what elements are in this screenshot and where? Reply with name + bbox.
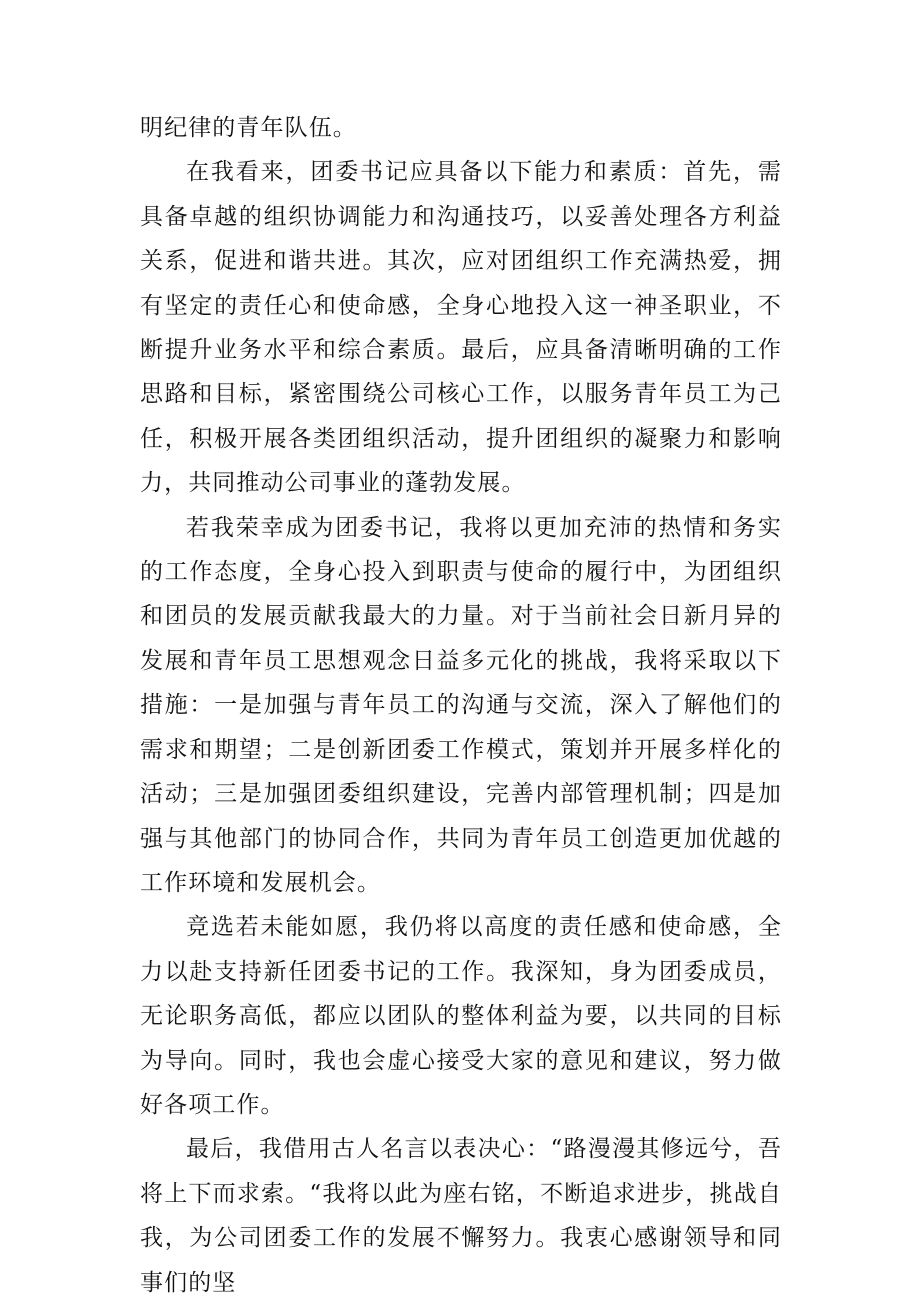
paragraph-continuation: 明纪律的青年队伍。 [140, 115, 357, 141]
document-body [140, 106, 782, 1305]
paragraph-if-not-elected: 竞选若未能如愿，我仍将以高度的责任感和使命感，全力以赴支持新任团委书记的工作。我深知，身为团委成员，无论职务高低，都应以团队的整体利益为要，以共同的目标为导向。同时，我也会虚心接受大家的意见和建议，努力做好各项工作。 [140, 914, 782, 1118]
paragraph-closing: 最后，我借用古人名言以表决心：“路漫漫其修远兮，吾将上下而求索。“我将以此为座右铭，不断追求进步，挑战自我，为公司团委工作的发展不懈努力。我衷心感谢领导和同事们的坚 [140, 1136, 782, 1296]
paragraph-qualities: 在我看来，团委书记应具备以下能力和素质：首先，需具备卓越的组织协调能力和沟通技巧，以妥善处理各方利益关系，促进和谐共进。其次，应对团组织工作充满热爱，拥有坚定的责任心和使命感，全身心地投入这一神圣职业，不断提升业务水平和综合素质。最后，应具备清晰明确的工作思路和目标，紧密围绕公司核心工作，以服务青年员工为己任，积极开展各类团组织活动，提升团组织的凝聚力和影响力，共同推动公司事业的蓬勃发展。 [140, 159, 782, 497]
paragraph-measures: 若我荣幸成为团委书记，我将以更加充沛的热情和务实的工作态度，全身心投入到职责与使命的履行中，为团组织和团员的发展贡献我最大的力量。对于当前社会日新月异的发展和青年员工思想观念日益多元化的挑战，我将采取以下措施：一是加强与青年员工的沟通与交流，深入了解他们的需求和期望；二是创新团委工作模式，策划并开展多样化的活动；三是加强团委组织建设，完善内部管理机制；四是加强与其他部门的协同合作，共同为青年员工创造更加优越的工作环境和发展机会。 [140, 514, 782, 896]
